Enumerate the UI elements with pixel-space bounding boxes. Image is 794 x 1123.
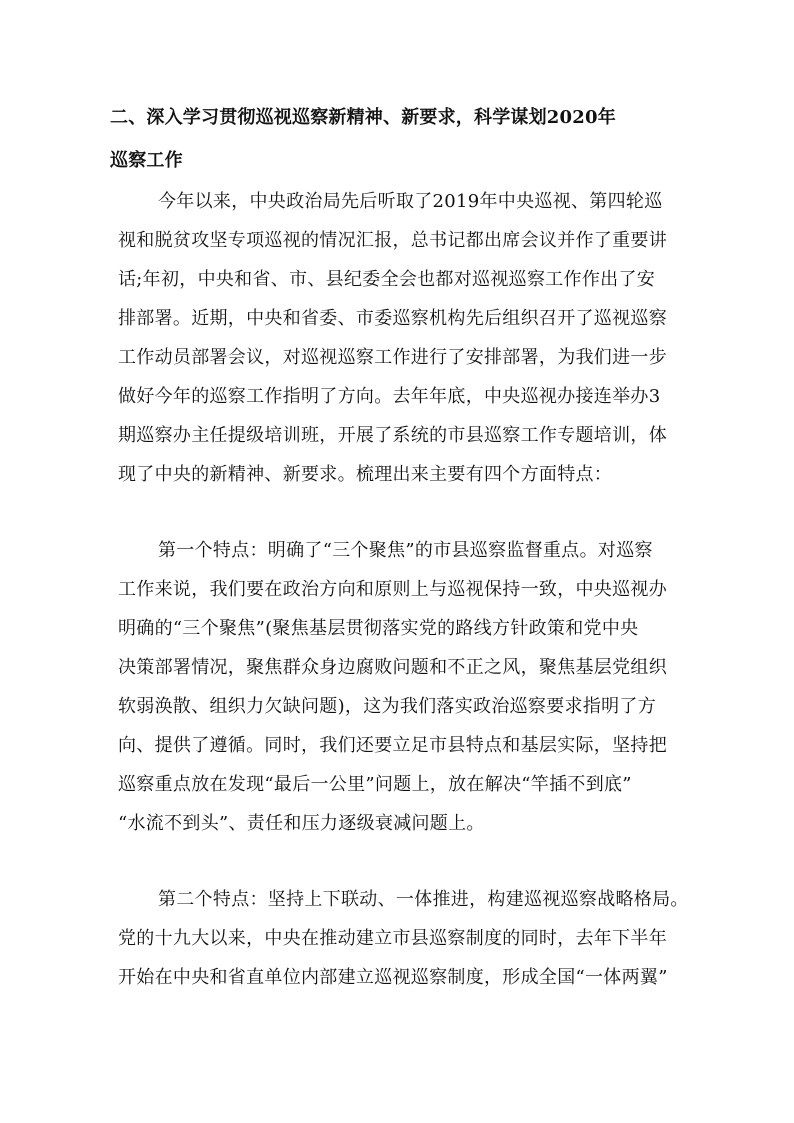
paragraph-2-line-8: “水流不到头”、责任和压力逐级衰减问题上。 — [118, 813, 485, 834]
paragraph-2-line-6: 向、提供了遵循。同时，我们还要立足市县特点和基层实际，坚持把 — [118, 735, 667, 756]
paragraph-1-line-7: 期巡察办主任提级培训班，开展了系统的市县巡察工作专题培训，体 — [118, 425, 667, 446]
paragraph-3-line-1: 第二个特点：坚持上下联动、一体推进，构建巡视巡察战略格局。 — [158, 889, 689, 910]
paragraph-1-line-5: 工作动员部署会议，对巡视巡察工作进行了安排部署，为我们进一步 — [118, 347, 667, 368]
paragraph-2-line-2: 工作来说，我们要在政治方向和原则上与巡视保持一致，中央巡视办 — [118, 579, 667, 600]
paragraph-1-line-6: 做好今年的巡察工作指明了方向。去年年底，中央巡视办接连举办3 — [118, 386, 661, 407]
paragraph-2-line-7: 巡察重点放在发现“最后一公里”问题上，放在解决“竿插不到底” — [118, 774, 632, 795]
paragraph-3-line-2: 党的十九大以来，中央在推动建立市县巡察制度的同时，去年下半年 — [118, 928, 667, 949]
paragraph-2-line-5: 软弱涣散、组织力欠缺问题)，这为我们落实政治巡察要求指明了方 — [118, 696, 657, 717]
paragraph-1-line-4: 排部署。近期，中央和省委、市委巡察机构先后组织召开了巡视巡察 — [118, 308, 667, 329]
paragraph-1-line-2: 视和脱贫攻坚专项巡视的情况汇报，总书记都出席会议并作了重要讲 — [118, 230, 667, 251]
paragraph-2-line-3: 明确的“三个聚焦”(聚焦基层贯彻落实党的路线方针政策和党中央 — [118, 618, 639, 639]
paragraph-2-line-1: 第一个特点：明确了“三个聚焦”的市县巡察监督重点。对巡察 — [158, 540, 653, 561]
section-heading-line-1: 二、深入学习贯彻巡视巡察新精神、新要求，科学谋划2020年 — [110, 107, 616, 128]
paragraph-1-line-3: 话;年初，中央和省、市、县纪委全会也都对巡视巡察工作作出了安 — [118, 269, 656, 290]
paragraph-1-line-1: 今年以来，中央政治局先后听取了2019年中央巡视、第四轮巡 — [158, 191, 663, 212]
paragraph-2-line-4: 决策部署情况，聚焦群众身边腐败问题和不正之风，聚焦基层党组织 — [118, 657, 667, 678]
paragraph-1-line-8: 现了中央的新精神、新要求。梳理出来主要有四个方面特点： — [118, 464, 613, 485]
section-heading-line-2: 巡察工作 — [110, 150, 183, 171]
paragraph-3-line-3: 开始在中央和省直单位内部建立巡视巡察制度，形成全国“一体两翼” — [118, 967, 668, 988]
